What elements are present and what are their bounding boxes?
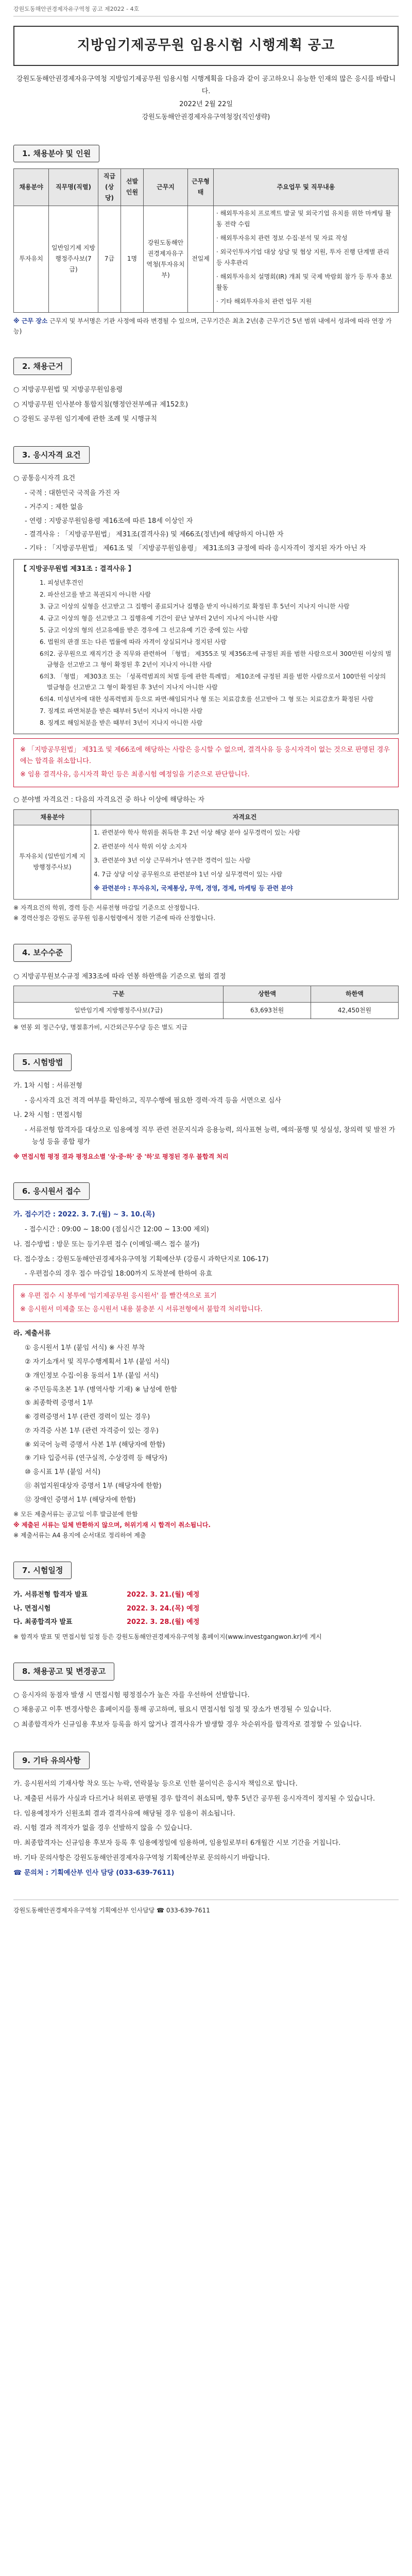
change-item: ○ 채용공고 이후 변경사항은 홈페이지를 통해 공고하며, 필요시 면접시험 일정 및 장소가 변경될 수 있습니다.: [13, 1706, 332, 1714]
note-label: ※ 근무 장소: [13, 317, 48, 325]
docs-heading: 라. 제출서류: [13, 1329, 51, 1337]
cell-grade: 7급: [98, 206, 121, 312]
box-item: 6의3. 「형법」 제303조 또는 「성폭력범죄의 처벌 등에 관한 특례법」 제10조에 규정된 죄를 범한 사람으로서 100만원 이상의 벌금형을 선고받고 그 형이 확정된 후 3년이 지나지 아니한 사람: [40, 672, 386, 691]
schedule-row: [13, 1603, 399, 1615]
req-item: 1. 관련분야 학사 학위를 취득한 후 2년 이상 해당 분야 실무경력이 있는 사람: [94, 828, 301, 836]
col-header: 주요업무 및 직무내용: [214, 168, 399, 206]
cell-type: 전일제: [188, 206, 214, 312]
req-notes: [13, 903, 399, 924]
doc-item: ⑦ 자격증 사본 1부 (관련 자격증이 있는 경우): [25, 1427, 159, 1435]
warning-item: ※ 우편 접수 시 봉투에 '임기제공무원 응시원서' 를 빨간색으로 표기: [20, 1292, 217, 1300]
app-item: 다. 접수장소 : 강원도동해안권경제자유구역청 기획예산부 (강릉시 과학단지로 106-17): [13, 1255, 269, 1263]
box-item: 6의4. 미성년자에 대한 성폭력범죄 등으로 파면·해임되거나 형 또는 치료감호를 선고받아 그 형 또는 치료감호가 확정된 사람: [40, 695, 374, 703]
schedule-label: 나. 면접시험: [13, 1604, 51, 1613]
basis-item: ○ 강원도 공무원 임기제에 관한 조례 및 시행규칙: [13, 415, 157, 423]
doc-note: ※ 제출서류는 A4 용지에 순서대로 정리하여 제출: [13, 1532, 146, 1539]
section-heading: 2. 채용근거: [13, 358, 72, 375]
note-text: 근무지 및 부서명은 기관 사정에 따라 변경될 수 있으며, 근무기간은 최초 2년(총 근무기간 5년 범위 내에서 성과에 따라 연장 가능): [13, 317, 392, 335]
cell-job: 일반임기제 지방행정주사보(7급): [49, 206, 98, 312]
schedule-value: 2022. 3. 24.(목) 예정: [127, 1604, 200, 1613]
notice-item: 다. 임용예정자가 신원조회 결과 결격사유에 해당될 경우 임용이 취소됩니다.: [13, 1809, 235, 1818]
section-recruitment: [13, 145, 399, 337]
app-item: 나. 접수방법 : 방문 또는 등기우편 접수 (이메일·팩스 접수 불가): [13, 1240, 200, 1248]
title-box: [13, 26, 399, 66]
app-item: - 접수시간 : 09:00 ~ 18:00 (점심시간 12:00 ~ 13:00 제외): [25, 1226, 209, 1234]
req-item: 4. 7급 상당 이상 공무원으로 관련분야 1년 이상 실무경력이 있는 사람: [94, 870, 283, 878]
qual-item: - 기타 : 「지방공무원법」 제61조 및 「지방공무원임용령」 제31조의3 규정에 따라 응시자격이 정지된 자가 아닌 자: [25, 545, 366, 553]
col-header: 직급(상당): [98, 168, 121, 206]
salary-note: ※ 연봉 외 정근수당, 명절휴가비, 시간외근무수당 등은 별도 지급: [13, 1024, 188, 1031]
change-item: ○ 응시자의 동점자 발생 시 면접시험 평정점수가 높은 자를 우선하여 선발합니다.: [13, 1691, 250, 1699]
salary-lead: ○ 지방공무원보수규정 제33조에 따라 연봉 하한액을 기준으로 협의 결정: [13, 972, 226, 980]
page-title: 지방임기제공무원 임용시험 시행계획 공고: [77, 38, 335, 54]
method-item: - 서류전형 합격자를 대상으로 임용예정 직무 관련 전문지식과 응용능력, 의사표현 능력, 예의·품행 및 성실성, 창의력 및 발전 가능성 등을 종합 평가: [25, 1126, 396, 1146]
warning-item: ※ 임용 결격사유, 응시자격 확인 등은 최종시험 예정일을 기준으로 판단합니다.: [20, 771, 250, 779]
box-title: 【 지방공무원법 제31조 : 결격사유 】: [20, 565, 135, 573]
notice-item: 가. 응시원서의 기재사항 착오 또는 누락, 연락불능 등으로 인한 불이익은 응시자 책임으로 합니다.: [13, 1780, 298, 1788]
doc-item: ⑧ 외국어 능력 증명서 사본 1부 (해당자에 한함): [25, 1440, 165, 1449]
contact-line: ☎ 문의처 : 기획예산부 인사 담당 (033-639-7611): [13, 1869, 175, 1877]
method-note: ※ 면접시험 평정 결과 평정요소별 '상·중·하' 중 '하'로 평정된 경우 불합격 처리: [13, 1153, 229, 1160]
notice-item: 나. 제출된 서류가 사실과 다르거나 허위로 판명될 경우 합격이 취소되며, 향후 5년간 공무원 응시자격이 정지될 수 있습니다.: [13, 1794, 375, 1803]
qual-item: - 결격사유 : 「지방공무원법」 제31조(결격사유) 및 제66조(정년)에 해당하지 아니한 자: [25, 531, 284, 539]
req-item: 3. 관련분야 3년 이상 근무하거나 연구한 경력이 있는 사람: [94, 856, 251, 864]
schedule-row: [13, 1617, 399, 1629]
section-heading: 4. 보수수준: [13, 944, 72, 961]
doc-item: ② 자기소개서 및 직무수행계획서 1부 (붙임 서식): [25, 1358, 169, 1366]
notice-item: 라. 시험 결과 적격자가 없을 경우 선발하지 않을 수 있습니다.: [13, 1824, 192, 1833]
req-note-item: ※ 자격요건의 학위, 경력 등은 서류전형 마감일 기준으로 산정합니다.: [13, 904, 200, 911]
schedule-value: 2022. 3. 28.(월) 예정: [127, 1618, 200, 1626]
qual-item: - 연령 : 지방공무원임용령 제16조에 따른 18세 이상인 자: [25, 517, 193, 525]
doc-item: ⑩ 응시표 1부 (붙임 서식): [25, 1468, 101, 1477]
col-header: 채용분야: [14, 809, 91, 825]
warning-item: ※ 응시원서 미제출 또는 응시원서 내용 불충분 시 서류전형에서 불합격 처리합니다.: [20, 1305, 263, 1313]
section-heading: 9. 기타 유의사항: [13, 1752, 90, 1769]
section-application: [13, 1182, 399, 1540]
requirements-table: [13, 809, 399, 900]
app-item: 가. 접수기간 : 2022. 3. 7.(월) ~ 3. 10.(목): [13, 1211, 156, 1219]
col-header: 하한액: [311, 986, 399, 1003]
req-note: ※ 관련분야 : 투자유치, 국제통상, 무역, 경영, 경제, 마케팅 등 관련 분야: [94, 884, 293, 892]
section-heading: 6. 응시원서 접수: [13, 1182, 90, 1200]
cell-duties: [214, 206, 399, 312]
qual-lead: ○ 공통응시자격 요건: [13, 474, 76, 483]
box-item: 5. 금고 이상의 형의 선고유예를 받은 경우에 그 선고유예 기간 중에 있는 사람: [40, 626, 248, 634]
col-header: 구분: [14, 986, 224, 1003]
doc-number: 강원도동해안권경제자유구역청 공고 제2022 - 4호: [13, 4, 399, 16]
section-heading: 1. 채용분야 및 인원: [13, 145, 99, 162]
schedule-list: [13, 1589, 399, 1629]
section-basis: [13, 358, 399, 426]
warning-item: ※ 「지방공무원법」 제31조 및 제66조에 해당하는 사람은 응시할 수 없으며, 결격사유 등 응시자격이 없는 것으로 판명된 경우에는 합격을 취소합니다.: [20, 745, 390, 766]
doc-item: ③ 개인정보 수집·이용 동의서 1부 (붙임 서식): [25, 1371, 159, 1380]
basis-item: ○ 지방공무원법 및 지방공무원임용령: [13, 385, 123, 394]
req-note-item: ※ 경력산정은 강원도 공무원 임용시험령에서 정한 기준에 따라 산정합니다.: [13, 914, 216, 922]
box-item: 6. 법원의 판결 또는 다른 법률에 따라 자격이 상실되거나 정지된 사람: [40, 638, 227, 646]
change-item: ○ 최종합격자가 신규임용 후보자 등록을 하지 않거나 결격사유가 발생할 경우 차순위자를 합격자로 결정할 수 있습니다.: [13, 1721, 362, 1729]
schedule-label: 다. 최종합격자 발표: [13, 1618, 73, 1626]
notice-item: 바. 기타 문의사항은 강원도동해안권경제자유구역청 기획예산부로 문의하시기 바랍니다.: [13, 1854, 270, 1862]
col-header: 상한액: [224, 986, 311, 1003]
section-heading: 3. 응시자격 요건: [13, 446, 90, 464]
doc-item: ④ 주민등록초본 1부 (병역사항 기재) ※ 남성에 한함: [25, 1385, 177, 1394]
table-row: [14, 825, 399, 899]
box-item: 7. 징계로 파면처분을 받은 때부터 5년이 지나지 아니한 사람: [40, 707, 203, 715]
section-heading: 7. 시험일정: [13, 1562, 72, 1579]
cell-upper: 63,693천원: [224, 1003, 311, 1019]
cell-count: 1명: [121, 206, 144, 312]
docs-notes: [13, 1509, 399, 1540]
basis-item: ○ 지방공무원 인사분야 통합지침(행정안전부예규 제152호): [13, 400, 188, 409]
method-item: - 응시자격 요건 적격 여부를 확인하고, 직무수행에 필요한 경력·자격 등을 서면으로 심사: [25, 1096, 281, 1105]
doc-item: ① 응시원서 1부 (붙임 서식) ※ 사진 부착: [25, 1344, 145, 1352]
schedule-label: 가. 서류전형 합격자 발표: [13, 1590, 88, 1599]
box-item: 3. 금고 이상의 실형을 선고받고 그 집행이 종료되거나 집행을 받지 아니하기로 확정된 후 5년이 지나지 아니한 사람: [40, 602, 350, 610]
doc-item: ⑨ 기타 입증서류 (연구실적, 수상경력 등 해당자): [25, 1454, 167, 1463]
app-item: - 우편접수의 경우 접수 마감일 18:00까지 도착분에 한하여 유효: [25, 1270, 213, 1278]
section-qualifications: [13, 446, 399, 923]
section-notes: [13, 1752, 399, 1879]
warning-box: [13, 738, 399, 787]
cell-field: 투자유치 (일반임기제 지방행정주사보): [14, 825, 91, 899]
col-header: 선발인원: [121, 168, 144, 206]
recruitment-table: [13, 168, 399, 313]
cell-requirements: [91, 825, 399, 899]
qual-item: - 거주지 : 제한 없음: [25, 503, 83, 511]
section-heading: 8. 채용공고 및 변경공고: [13, 1663, 114, 1680]
cell-place: 강원도동해안권경제자유구역청(투자유치부): [144, 206, 188, 312]
req-lead-text: ○ 분야별 자격요건 : 다음의 자격요건 중 하나 이상에 해당하는 자: [13, 795, 204, 804]
duty-item: · 해외투자유치 설명회(IR) 개최 및 국제 박람회 참가 등 투자 홍보 활동: [216, 273, 392, 291]
section-exam-method: [13, 1054, 399, 1162]
duty-item: · 외국인투자기업 대상 상담 및 협상 지원, 투자 진행 단계별 관리 등 사후관리: [216, 248, 389, 266]
col-header: 채용분야: [14, 168, 49, 206]
method-item: 가. 1차 시험 : 서류전형: [13, 1081, 82, 1090]
publication-info: [13, 73, 399, 124]
section-change-notice: [13, 1663, 399, 1731]
notice-item: 마. 최종합격자는 신규임용 후보자 등록 후 임용예정일에 임용하며, 임용일로부터 6개월간 시보 기간을 거칩니다.: [13, 1839, 341, 1848]
col-header: 자격요건: [91, 809, 399, 825]
cell-lower: 42,450천원: [311, 1003, 399, 1019]
disqualification-box: [13, 559, 399, 734]
col-header: 직무명(직렬): [49, 168, 98, 206]
col-header: 근무지: [144, 168, 188, 206]
method-item: 나. 2차 시험 : 면접시험: [13, 1111, 82, 1120]
box-item: 4. 금고 이상의 형을 선고받고 그 집행유예 기간이 끝난 날부터 2년이 지나지 아니한 사람: [40, 614, 278, 622]
duty-item: · 해외투자유치 프로젝트 발굴 및 외국기업 유치를 위한 마케팅 활동 전략 수립: [216, 209, 391, 228]
footer: 강원도동해안권경제자유구역청 기획예산부 인사담당 ☎ 033-639-7611: [13, 1900, 399, 1916]
col-header: 근무형태: [188, 168, 214, 206]
doc-note: ※ 모든 제출서류는 공고일 이후 발급분에 한함: [13, 1511, 138, 1518]
pub-org: 강원도동해안권경제자유구역청장(직인생략): [142, 113, 270, 121]
qual-item: - 국적 : 대한민국 국적을 가진 자: [25, 489, 120, 498]
doc-note: ※ 제출된 서류는 일체 반환하지 않으며, 허위기재 시 합격이 취소됩니다.: [13, 1521, 211, 1529]
doc-item: ⑤ 최종학력 증명서 1부: [25, 1399, 93, 1408]
app-warning-box: [13, 1284, 399, 1322]
box-item: 1. 피성년후견인: [40, 579, 83, 586]
salary-table: [13, 986, 399, 1019]
schedule-value: 2022. 3. 21.(월) 예정: [127, 1590, 200, 1599]
table-row: [14, 206, 399, 312]
schedule-note: ※ 합격자 발표 및 면접시험 일정 등은 강원도동해안권경제자유구역청 홈페이지(www.investgangwon.kr)에 게시: [13, 1633, 322, 1641]
cell-field: 투자유치: [14, 206, 49, 312]
req-lead: [13, 794, 399, 806]
section-schedule: [13, 1562, 399, 1642]
doc-item: ⑪ 취업지원대상자 증명서 1부 (해당자에 한함): [25, 1482, 162, 1490]
table-row: [14, 1003, 399, 1019]
box-item: 8. 징계로 해임처분을 받은 때부터 3년이 지나지 아니한 사람: [40, 719, 203, 726]
duty-item: · 기타 해외투자유치 관련 업무 지원: [216, 297, 312, 305]
section-heading: 5. 시험방법: [13, 1054, 72, 1071]
intro-text: 강원도동해안권경제자유구역청 지방임기제공무원 임용시험 시행계획을 다음과 같이 공고하오니 유능한 인재의 많은 응시를 바랍니다.: [16, 75, 396, 96]
cell-category: 일반임기제 지방행정주사보(7급): [14, 1003, 224, 1019]
pub-date: 2022년 2월 22일: [179, 100, 233, 109]
duty-item: · 해외투자유치 관련 정보 수집·분석 및 자료 작성: [216, 234, 348, 242]
box-item: 2. 파산선고를 받고 복권되지 아니한 사람: [40, 590, 151, 598]
schedule-row: [13, 1589, 399, 1601]
recruitment-note: [13, 316, 399, 337]
doc-item: ⑥ 경력증명서 1부 (관련 경력이 있는 경우): [25, 1413, 150, 1421]
req-item: 2. 관련분야 석사 학위 이상 소지자: [94, 842, 187, 850]
section-salary: [13, 944, 399, 1032]
box-item: 6의2. 공무원으로 재직기간 중 직무와 관련하여 「형법」 제355조 및 제356조에 규정된 죄를 범한 사람으로서 300만원 이상의 벌금형을 선고받고 그 형이 확정된 후 2년이 지나지 아니한 사람: [40, 650, 391, 668]
doc-item: ⑫ 장애인 증명서 1부 (해당자에 한함): [25, 1496, 136, 1504]
